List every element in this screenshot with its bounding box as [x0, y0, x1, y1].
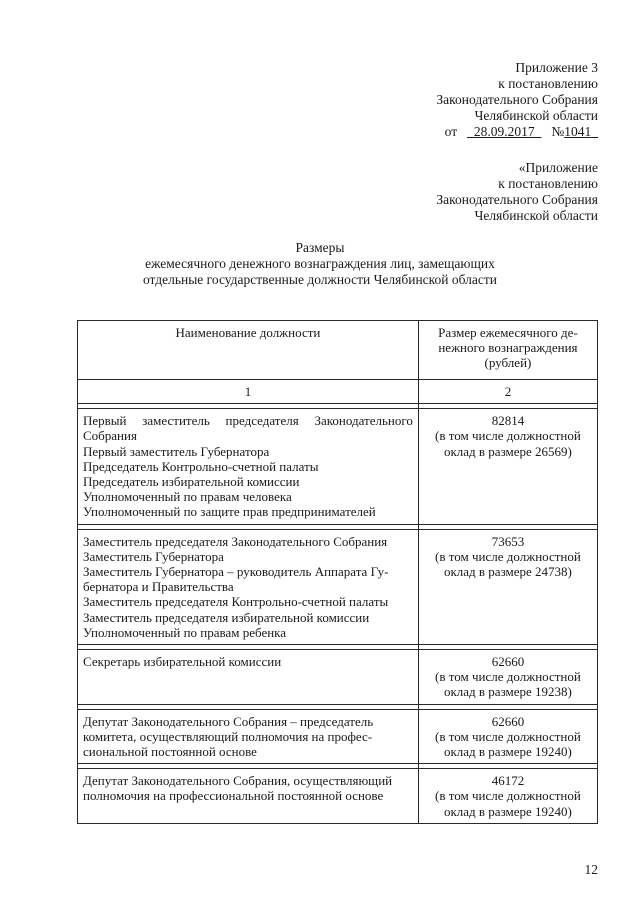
table-column-numbers [78, 380, 598, 404]
salary-table [77, 320, 598, 824]
table-header-row [78, 321, 598, 380]
original-appendix-header [436, 160, 598, 224]
positions-cell: Депутат Законодательного Собрания – председатель комитета, осуществляющий полномочия на профес- сиональной постоянной основе [78, 709, 419, 764]
table-row [78, 769, 598, 824]
salary-cell [418, 709, 597, 764]
positions-cell: Секретарь избирательной комиссии [78, 650, 419, 705]
original-appendix-title: «Приложение [518, 160, 598, 175]
appendix-to-resolution: к постановлению [498, 76, 598, 91]
header-position-name: Наименование должности [78, 321, 419, 380]
salary-cell [418, 529, 597, 644]
title-line-2: ежемесячного денежного вознаграждения лиц, замещающих [145, 256, 495, 271]
header-salary-size: Размер ежемесячного де- нежного вознаграждения (рублей) [418, 321, 597, 380]
salary-note: (в том числе должностной [435, 428, 581, 444]
table-row [78, 409, 598, 524]
salary-note: (в том числе должностной [435, 788, 581, 804]
salary-note: оклад в размере 19240) [443, 744, 572, 760]
salary-cell [418, 650, 597, 705]
salary-note: оклад в размере 19238) [443, 684, 572, 700]
positions-cell: Первый заместитель председателя Законодательного Собрания Первый заместитель Губернатора Председатель Контрольно-счетной палаты Председатель избирательной комиссии Уполномоченный по правам человека Уполномоченный по защите прав предпринимателей [78, 409, 419, 524]
from-label: от [444, 124, 458, 139]
title-line-1: Размеры [295, 240, 345, 255]
column-number-1: 1 [78, 380, 419, 404]
positions-cell: Депутат Законодательного Собрания, осуществляющий полномочия на профессиональной постоянной основе [78, 769, 419, 824]
salary-amount: 62660 [491, 654, 525, 670]
salary-note: (в том числе должностной [435, 728, 581, 744]
table-row [78, 529, 598, 644]
salary-amount: 82814 [491, 413, 525, 429]
positions-cell: Заместитель председателя Законодательного Собрания Заместитель Губернатора Заместитель Губернатора – руководитель Аппарата Гу- бернатора и Правительства Заместитель председателя Контрольно-счетной палаты Заместитель председателя избирательной комиссии Уполномоченный по правам ребенка [78, 529, 419, 644]
column-number-2: 2 [418, 380, 597, 404]
table-row [78, 650, 598, 705]
appendix-title: Приложение 3 [515, 60, 598, 75]
original-appendix-region: Челябинской области [474, 208, 598, 223]
salary-note: оклад в размере 24738) [443, 564, 572, 580]
appendix-region: Челябинской области [474, 108, 598, 123]
document-title [0, 240, 640, 288]
salary-cell [418, 769, 597, 824]
salary-note: (в том числе должностной [435, 548, 581, 564]
resolution-number: 1041 [564, 124, 592, 139]
original-appendix-to-resolution: к постановлению [498, 176, 598, 191]
original-appendix-assembly: Законодательного Собрания [436, 192, 598, 207]
appendix-date-number [436, 124, 598, 140]
table-row [78, 709, 598, 764]
salary-note: оклад в размере 26569) [443, 443, 572, 459]
appendix-assembly: Законодательного Собрания [436, 92, 598, 107]
salary-amount: 73653 [491, 533, 525, 549]
salary-cell [418, 409, 597, 524]
title-line-3: отдельные государственные должности Челябинской области [142, 272, 498, 287]
salary-amount: 62660 [491, 713, 525, 729]
salary-note: оклад в размере 19240) [443, 803, 572, 819]
appendix-header [436, 60, 598, 140]
salary-amount: 46172 [491, 773, 525, 789]
salary-note: (в том числе должностной [435, 669, 581, 685]
number-label: № [551, 124, 565, 139]
resolution-date: 28.09.2017 [473, 124, 535, 139]
page-number: 12 [584, 862, 598, 877]
